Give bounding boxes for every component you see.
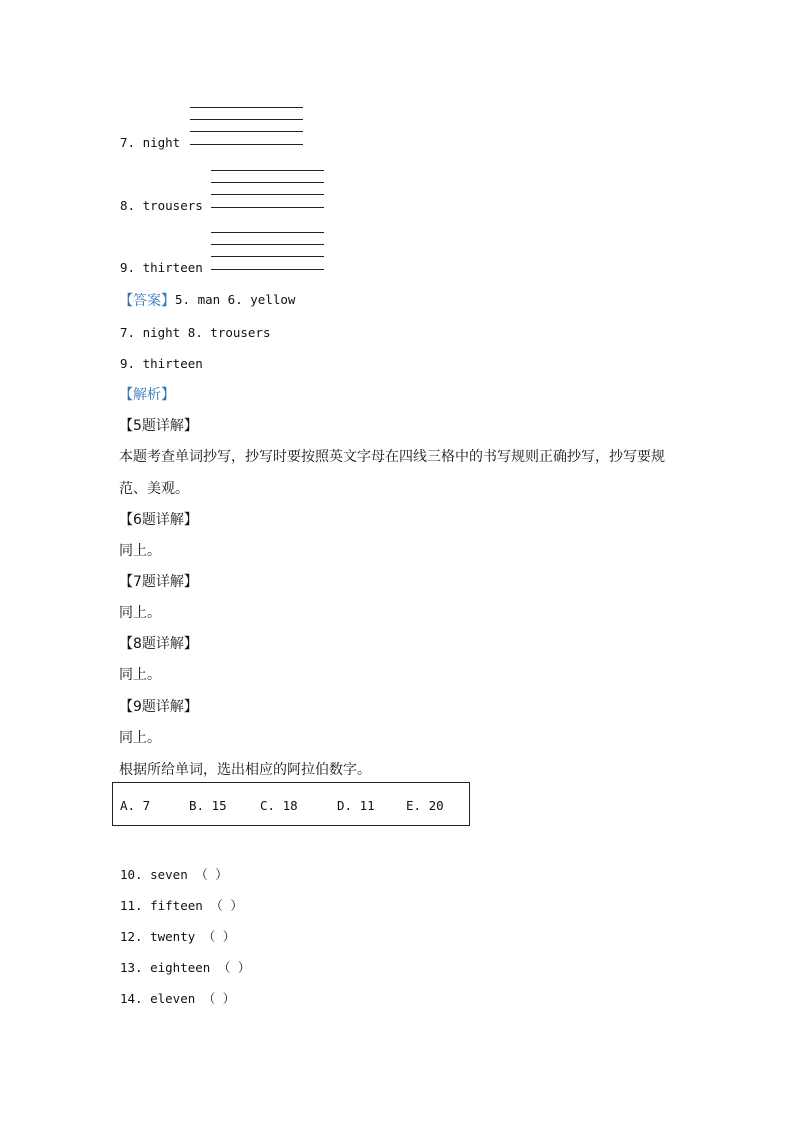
writing-item-8: 8. trousers xyxy=(120,198,203,213)
q8-header: 【8题详解】 xyxy=(119,636,198,652)
q6-header: 【6题详解】 xyxy=(119,512,198,528)
q7-header: 【7题详解】 xyxy=(119,574,198,590)
four-line-grid-8 xyxy=(211,170,324,208)
q8-text: 同上。 xyxy=(119,667,161,683)
option-e: E. 20 xyxy=(406,798,444,813)
writing-item-7: 7. night xyxy=(120,135,181,150)
question-12: 12. twenty （ ） xyxy=(120,929,236,944)
q5-text-line-1: 本题考查单词抄写，抄写时要按照英文字母在四线三格中的书写规则正确抄写，抄写要规 xyxy=(119,449,665,465)
answer-tag: 【答案】 xyxy=(119,293,175,309)
q5-text-line-2: 范、美观。 xyxy=(119,481,189,497)
analysis-tag: 【解析】 xyxy=(119,387,175,403)
option-a: A. 7 xyxy=(120,798,151,813)
q9-text: 同上。 xyxy=(119,730,161,746)
answer-line-3: 9. thirteen xyxy=(120,356,203,371)
answer-line-2: 7. night 8. trousers xyxy=(120,325,271,340)
four-line-grid-9 xyxy=(211,232,324,270)
writing-item-9: 9. thirteen xyxy=(120,260,203,275)
four-line-grid-7 xyxy=(190,107,303,145)
q5-header: 【5题详解】 xyxy=(119,418,198,434)
question-10: 10. seven （ ） xyxy=(120,867,228,882)
question-14: 14. eleven （ ） xyxy=(120,991,236,1006)
q7-text: 同上。 xyxy=(119,605,161,621)
option-c: C. 18 xyxy=(260,798,298,813)
question-11: 11. fifteen （ ） xyxy=(120,898,243,913)
option-b: B. 15 xyxy=(189,798,227,813)
instruction-text: 根据所给单词，选出相应的阿拉伯数字。 xyxy=(119,762,371,778)
question-13: 13. eighteen （ ） xyxy=(120,960,251,975)
q6-text: 同上。 xyxy=(119,543,161,559)
option-d: D. 11 xyxy=(337,798,375,813)
answer-line-1: 5. man 6. yellow xyxy=(175,292,296,307)
q9-header: 【9题详解】 xyxy=(119,699,198,715)
